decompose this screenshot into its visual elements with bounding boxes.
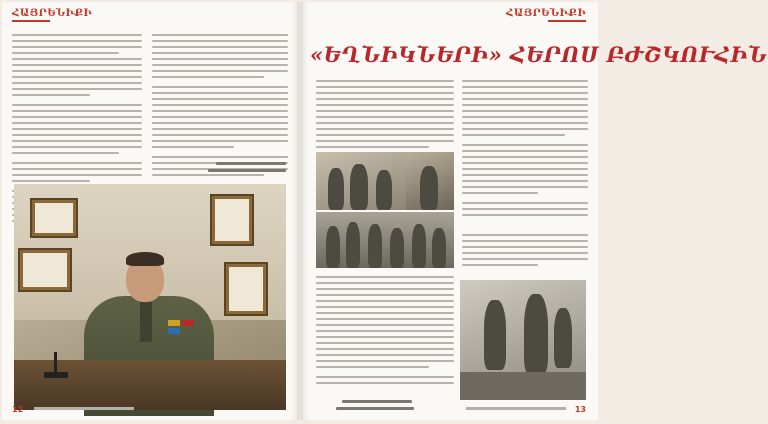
- page-footer: [466, 407, 566, 410]
- soldiers-photo-2: [406, 152, 454, 210]
- author-byline-photo: [336, 407, 414, 410]
- author-byline: [216, 162, 286, 165]
- body-column-right-3: [462, 234, 588, 270]
- author-byline: [342, 400, 412, 403]
- logo-underline: [12, 20, 50, 22]
- left-page: [2, 2, 298, 420]
- magazine-logo: ՀԱՅՐԵՆԻՔԻ: [505, 8, 586, 19]
- body-column-right-2: [316, 276, 454, 388]
- magazine-logo: ՀԱՅՐԵՆԻՔԻ: [12, 8, 93, 19]
- logo-underline: [548, 20, 586, 22]
- page-footer: [34, 407, 134, 410]
- sport-photo: [460, 280, 586, 400]
- article-headline: «ԵՂՆԻԿՆԵՐԻ» ՀԵՐՈՍ ԲԺՇԿՈՒՀԻՆ: [310, 42, 768, 67]
- right-page: [302, 2, 768, 420]
- body-column-right-0: [316, 80, 454, 152]
- officer-photo: [14, 184, 286, 410]
- author-byline-photo: [208, 169, 286, 172]
- group-photo: [316, 212, 454, 268]
- body-column-right-1: [462, 80, 588, 220]
- soldiers-photo: [316, 152, 408, 210]
- body-column-2: [152, 34, 288, 180]
- page-number: 13: [574, 405, 586, 414]
- page-number: 12: [12, 405, 24, 414]
